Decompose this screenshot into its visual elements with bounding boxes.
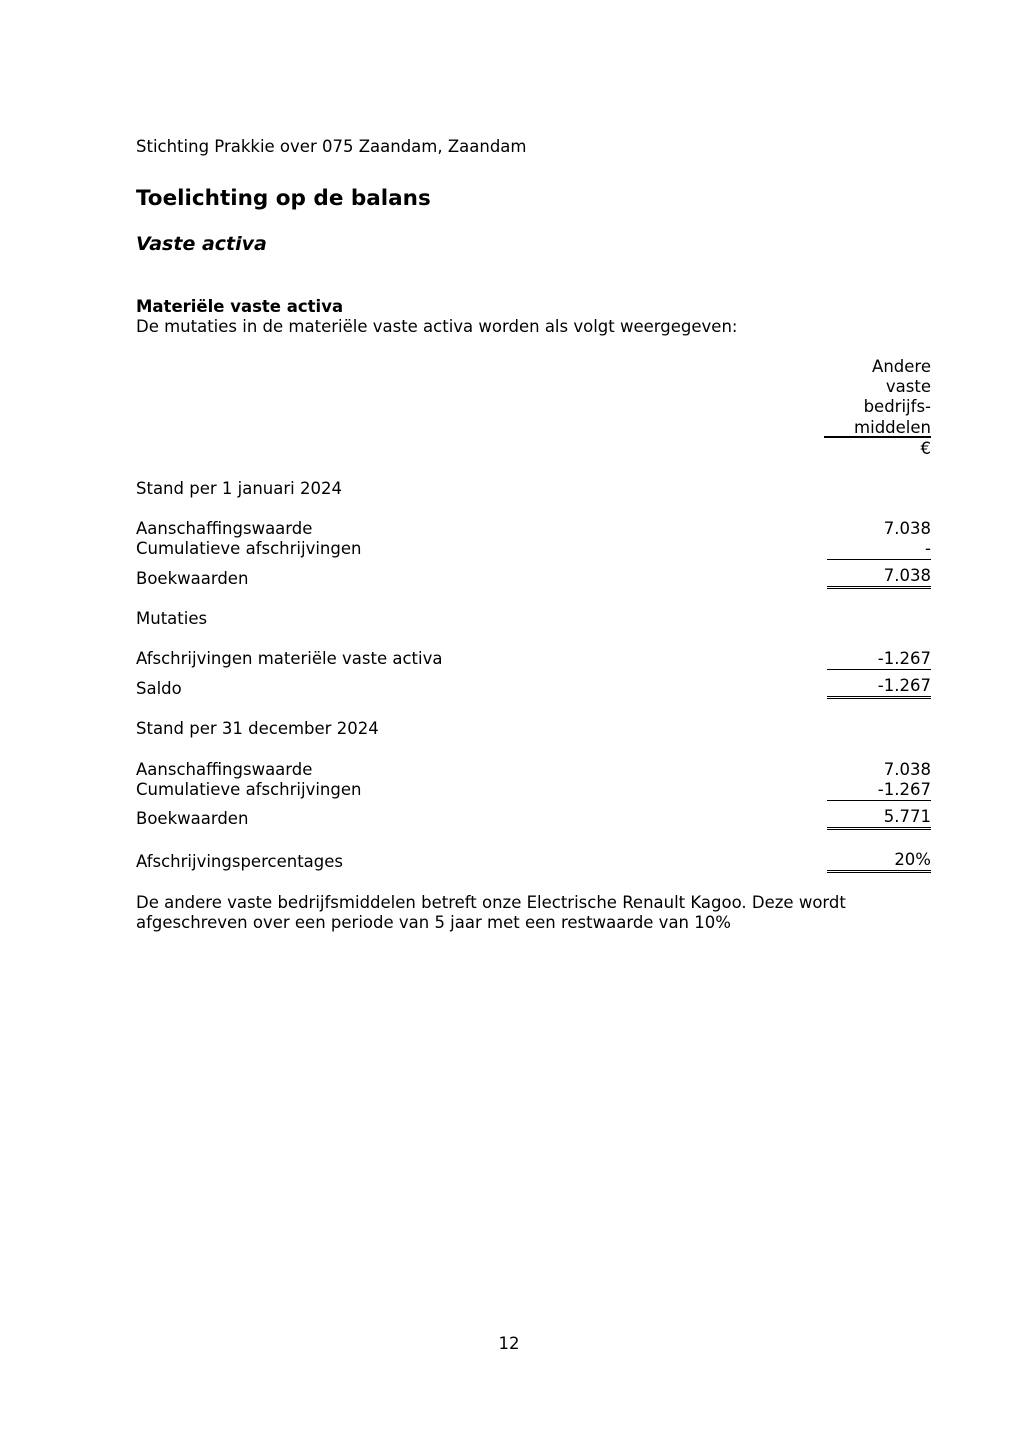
afschrijvingspercentages-label: Afschrijvingspercentages <box>136 852 343 871</box>
stand-begin-label: Stand per 1 januari 2024 <box>136 479 342 498</box>
explanation-line: De andere vaste bedrijfsmiddelen betreft onze Electrische Renault Kagoo. Deze wordt <box>136 893 846 912</box>
section-subtitle: Vaste activa <box>136 233 267 255</box>
cumulatieve-afschrijvingen-label: Cumulatieve afschrijvingen <box>136 539 362 558</box>
explanation-paragraph <box>136 893 846 933</box>
column-header-line: middelen <box>854 417 931 437</box>
cumulatieve-afschrijvingen-value: - <box>827 539 931 560</box>
page-title: Toelichting op de balans <box>136 186 431 211</box>
column-header-rule <box>824 436 931 438</box>
explanation-line: afgeschreven over een periode van 5 jaar met een restwaarde van 10% <box>136 913 731 932</box>
page-number: 12 <box>498 1334 520 1353</box>
aanschaffingswaarde-value: 7.038 <box>883 519 931 538</box>
boekwaarden-value: 7.038 <box>827 566 931 589</box>
column-header <box>824 357 931 438</box>
afschrijvingen-label: Afschrijvingen materiële vaste activa <box>136 649 443 668</box>
stand-end-label: Stand per 31 december 2024 <box>136 719 379 738</box>
aanschaffingswaarde-value: 7.038 <box>883 760 931 779</box>
saldo-value: -1.267 <box>827 676 931 699</box>
boekwaarden-label: Boekwaarden <box>136 809 249 828</box>
column-header-line: Andere <box>872 357 931 376</box>
saldo-label: Saldo <box>136 679 182 698</box>
afschrijvingspercentages-value: 20% <box>827 850 931 873</box>
cumulatieve-afschrijvingen-value: -1.267 <box>827 780 931 801</box>
aanschaffingswaarde-label: Aanschaffingswaarde <box>136 519 313 538</box>
section-intro: De mutaties in de materiële vaste activa worden als volgt weergegeven: <box>136 317 738 336</box>
boekwaarden-label: Boekwaarden <box>136 569 249 588</box>
mutaties-label: Mutaties <box>136 609 208 628</box>
cumulatieve-afschrijvingen-label: Cumulatieve afschrijvingen <box>136 780 362 799</box>
column-header-line: bedrijfs- <box>863 397 931 417</box>
column-header-line: vaste <box>885 377 931 397</box>
boekwaarden-value: 5.771 <box>827 807 931 830</box>
section-heading: Materiële vaste activa <box>136 297 344 316</box>
currency-symbol: € <box>920 439 931 458</box>
afschrijvingen-value: -1.267 <box>827 649 931 670</box>
aanschaffingswaarde-label: Aanschaffingswaarde <box>136 760 313 779</box>
organization-name: Stichting Prakkie over 075 Zaandam, Zaandam <box>136 137 527 156</box>
